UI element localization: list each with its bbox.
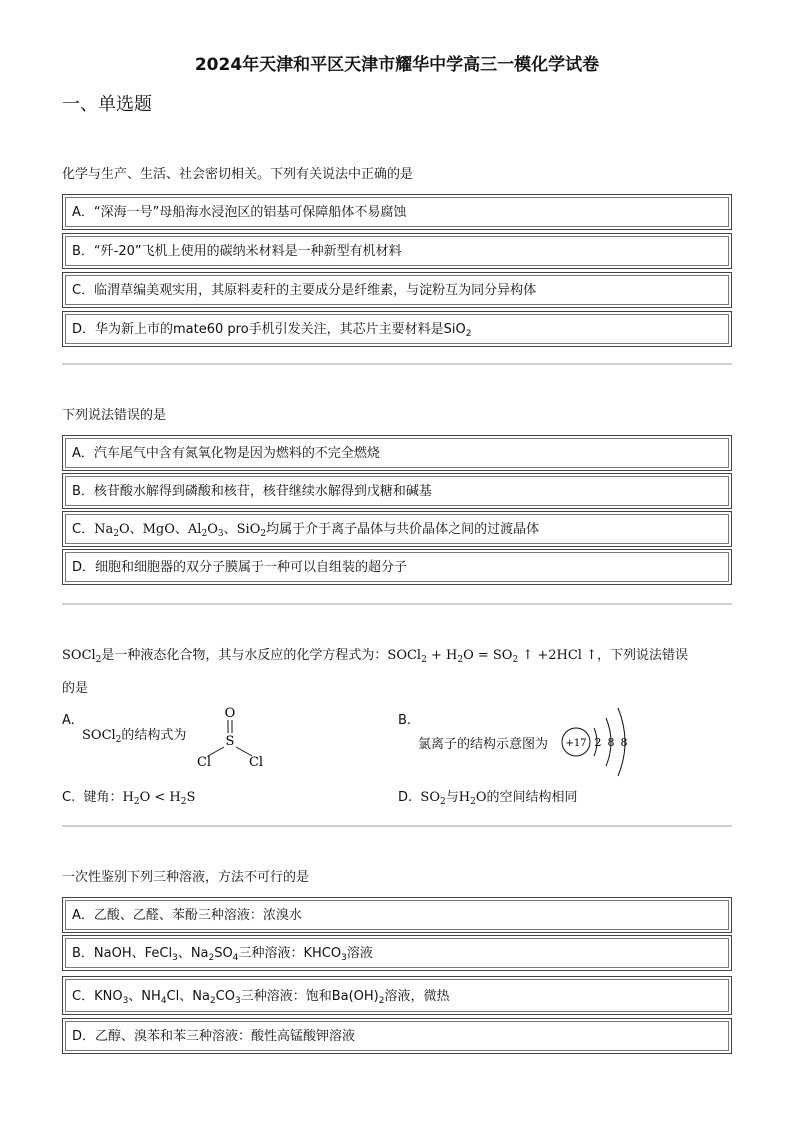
q1-option-c[interactable]: [62, 272, 732, 308]
shell-electron-count: 8: [607, 736, 615, 749]
q4-option-c-text: C．$KNO_3$、$NH_4Cl$、$Na_2CO_3$三种溶液：饱和$Ba(OH)_2$溶液，微热: [65, 979, 729, 1012]
q1-option-c-text: C．临渭草编美观实用，其原料麦秆的主要成分是纤维素，与淀粉互为同分异构体: [65, 275, 729, 305]
q3-option-b-text: 氯离子的结构示意图为: [418, 737, 549, 752]
q4-option-a[interactable]: [62, 897, 732, 933]
q3-option-c[interactable]: C. 键角：$H_2O < H_2S$: [62, 790, 196, 807]
q3-option-d-label: D.: [398, 790, 413, 805]
struct-s-label: S: [225, 734, 235, 749]
q1-option-b-text: B．“歼-20”飞机上使用的碳纳米材料是一种新型有机材料: [65, 236, 729, 266]
divider: [62, 603, 732, 605]
chloride-ion-structure-diagram: [556, 704, 636, 780]
shell-electron-count: 2: [594, 736, 602, 749]
q3-option-c-label: C.: [62, 790, 76, 805]
q2-option-d-text: D．细胞和细胞器的双分子膜属于一种可以自组装的超分子: [65, 552, 729, 582]
q4-option-d[interactable]: [62, 1018, 732, 1054]
q3-option-a-label[interactable]: A.: [62, 713, 75, 728]
q2-stem: 下列说法错误的是: [62, 408, 167, 423]
q4-option-b[interactable]: [62, 935, 732, 971]
struct-cl-left-label: Cl: [196, 755, 212, 770]
q3-stem-line2: 的是: [62, 681, 89, 696]
q4-option-c[interactable]: [62, 976, 732, 1015]
q1-option-d-text: D．华为新上市的mate60 pro手机引发关注，其芯片主要材料是SiO$_2$: [65, 314, 729, 344]
struct-o-label: O: [224, 706, 236, 721]
q4-stem: 一次性鉴别下列三种溶液，方法不可行的是: [62, 870, 310, 885]
q2-option-b[interactable]: [62, 473, 732, 509]
q4-option-b-text: B．NaOH、FeCl$_3$、$Na_2SO_4$三种溶液：$KHCO_3$溶液: [65, 938, 729, 968]
q1-stem: 化学与生产、生活、社会密切相关。下列有关说法中正确的是: [62, 167, 414, 182]
q2-option-d[interactable]: [62, 549, 732, 585]
struct-cl-right-label: Cl: [248, 755, 264, 770]
q3-option-d[interactable]: D. $SO_2$与$H_2O$的空间结构相同: [398, 790, 578, 807]
section-heading: 一、单选题: [62, 94, 152, 115]
q4-option-d-text: D．乙醇、溴苯和苯三种溶液：酸性高锰酸钾溶液: [65, 1021, 729, 1051]
socl2-structure-diagram: [190, 700, 270, 770]
divider: [62, 825, 732, 827]
q2-option-a[interactable]: [62, 435, 732, 471]
q1-option-a[interactable]: [62, 194, 732, 230]
q4-option-a-text: A．乙酸、乙醛、苯酚三种溶液：浓溴水: [65, 900, 729, 930]
q3-option-a-text: SOCl$_2$的结构式为: [82, 728, 187, 745]
divider: [62, 363, 732, 365]
q3-option-b-label[interactable]: B.: [398, 713, 412, 728]
exam-title: 2024年天津和平区天津市耀华中学高三一模化学试卷: [194, 55, 600, 75]
q1-option-a-text: A．“深海一号”母船海水浸泡区的铝基可保障船体不易腐蚀: [65, 197, 729, 227]
q2-option-b-text: B．核苷酸水解得到磷酸和核苷，核苷继续水解得到戊糖和碱基: [65, 476, 729, 506]
q2-option-c[interactable]: [62, 511, 732, 547]
q1-option-b[interactable]: [62, 233, 732, 269]
q3-stem: SOCl$_2$是一种液态化合物，其与水反应的化学方程式为：SOCl$_2$ + $H_2O = SO_2$ ↑ +2HCl ↑，下列说法错误: [62, 648, 688, 665]
shell-electron-count: 8: [620, 736, 628, 749]
q1-option-d[interactable]: [62, 311, 732, 347]
nucleus-charge-label: +17: [565, 738, 587, 749]
q2-option-a-text: A．汽车尾气中含有氮氧化物是因为燃料的不完全燃烧: [65, 438, 729, 468]
q2-option-c-text: C．$Na_2O$、MgO、$Al_2O_3$、SiO$_2$均属于介于离子晶体与共价晶体之间的过渡晶体: [65, 514, 729, 544]
